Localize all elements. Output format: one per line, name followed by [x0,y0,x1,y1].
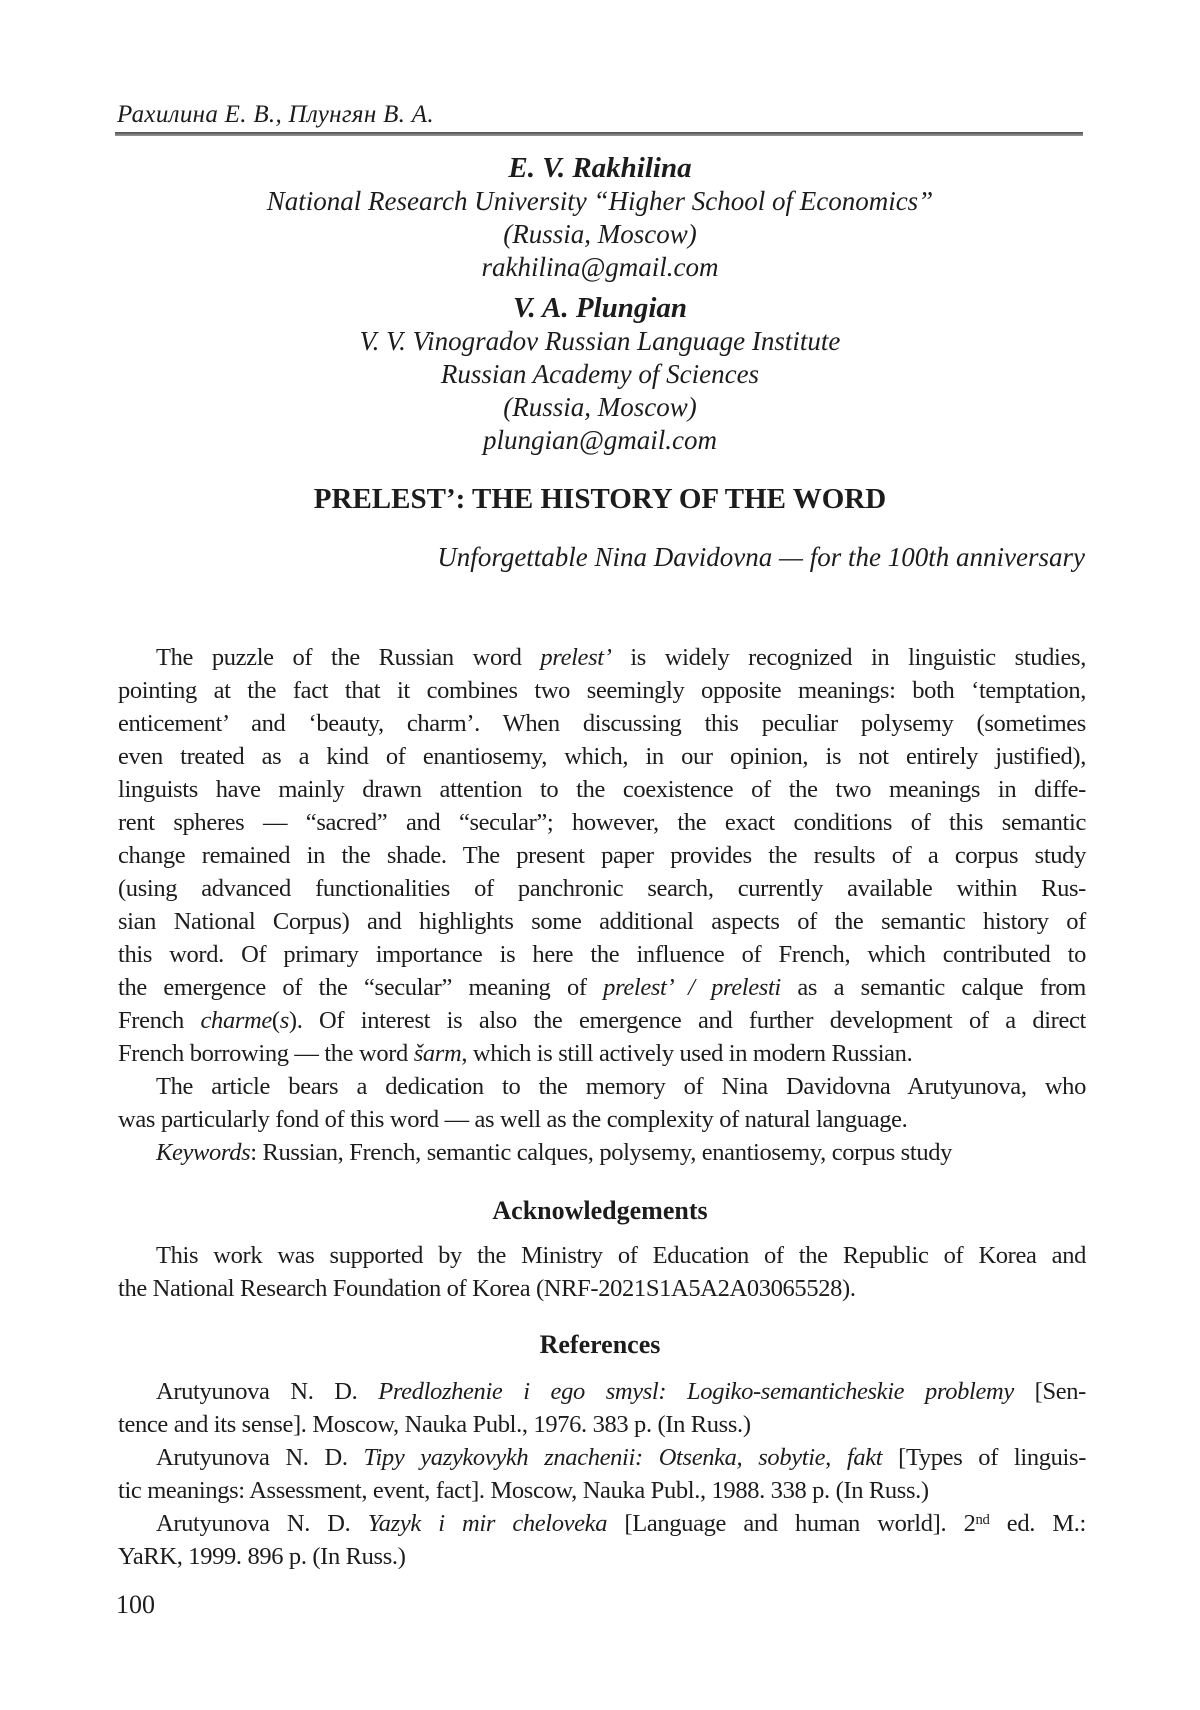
reference-line: tence and its sense]. Moscow, Nauka Publ., 1976. 383 p. (In Russ.) [118,1411,751,1438]
author-block [115,151,1085,457]
affiliation-line: plungian@gmail.com [482,425,718,455]
abstract-line: French charme(s). Of interest is also the emergence and further development of a direct [118,1007,1086,1034]
abstract-line: Keywords: Russian, French, semantic calques, polysemy, enantiosemy, corpus study [156,1139,953,1166]
affiliation-line: (Russia, Moscow) [503,392,697,422]
abstract-line: sian National Corpus) and highlights some additional aspects of the semantic history of [118,908,1086,935]
abstract-line: the emergence of the “secular” meaning of prelest’ / prelesti as a semantic calque from [118,974,1086,1001]
references-heading: References [539,1330,661,1359]
affiliation-line: Russian Academy of Sciences [440,359,760,389]
author [115,151,1085,284]
author [115,291,1085,457]
acknowledgements-line: This work was supported by the Ministry of Education of the Republic of Korea and [156,1242,1086,1269]
author-name: E. V. Rakhilina [508,152,692,184]
affiliation-line: rakhilina@gmail.com [481,252,719,282]
header-divider [115,132,1083,136]
acknowledgements-text [118,1239,1086,1305]
acknowledgements-heading: Acknowledgements [492,1196,708,1225]
abstract-line: French borrowing — the word šarm, which is still actively used in modern Russian. [118,1040,913,1067]
affiliation-line: V. V. Vinogradov Russian Language Institute [359,326,841,356]
dedication: Unforgettable Nina Davidovna — for the 100th anniversary [437,542,1085,572]
abstract-line: pointing at the fact that it combines two seemingly opposite meanings: both ‘temptation, [118,677,1086,704]
author-affiliation [115,185,1085,284]
author-name: V. A. Plungian [512,292,688,324]
references-text [118,1375,1086,1573]
abstract-text [118,641,1086,1169]
author-affiliation [115,325,1085,457]
reference-line: tic meanings: Assessment, event, fact]. Moscow, Nauka Publ., 1988. 338 p. (In Russ.) [118,1477,929,1504]
acknowledgements-line: the National Research Foundation of Korea (NRF-2021S1A5A2A03065528). [118,1275,856,1302]
abstract-line: enticement’ and ‘beauty, charm’. When discussing this peculiar polysemy (sometimes [118,710,1086,737]
reference-line: Arutyunova N. D. Tipy yazykovykh znachenii: Otsenka, sobytie, fakt [Types of linguis- [156,1444,1086,1471]
reference-line: Arutyunova N. D. Yazyk i mir cheloveka [Language and human world]. 2nd ed. M.: [156,1510,1086,1537]
abstract-line: The puzzle of the Russian word prelest’ is widely recognized in linguistic studies, [156,644,1086,671]
abstract-line: (using advanced functionalities of panchronic search, currently available within Rus- [118,875,1086,902]
running-header: Рахилина Е. В., Плунгян В. А. [117,101,434,128]
abstract-line: this word. Of primary importance is here the influence of French, which contributed to [118,941,1086,968]
abstract-line: linguists have mainly drawn attention to the coexistence of the two meanings in diffe- [118,776,1086,803]
reference-line: Arutyunova N. D. Predlozhenie i ego smysl: Logiko-semanticheskie problemy [Sen- [156,1378,1086,1405]
affiliation-line: (Russia, Moscow) [503,219,697,249]
abstract-line: The article bears a dedication to the memory of Nina Davidovna Arutyunova, who [156,1073,1086,1100]
page-number: 100 [116,1590,155,1619]
reference-line: YaRK, 1999. 896 p. (In Russ.) [118,1543,406,1570]
abstract-line: was particularly fond of this word — as well as the complexity of natural language. [118,1106,908,1133]
affiliation-line: National Research University “Higher School of Economics” [266,186,934,216]
abstract-line: even treated as a kind of enantiosemy, which, in our opinion, is not entirely justified), [118,743,1086,770]
paper-title: PRELEST’: THE HISTORY OF THE WORD [313,483,887,515]
abstract-line: change remained in the shade. The present paper provides the results of a corpus study [118,842,1086,869]
abstract-line: rent spheres — “sacred” and “secular”; however, the exact conditions of this semantic [118,809,1086,836]
